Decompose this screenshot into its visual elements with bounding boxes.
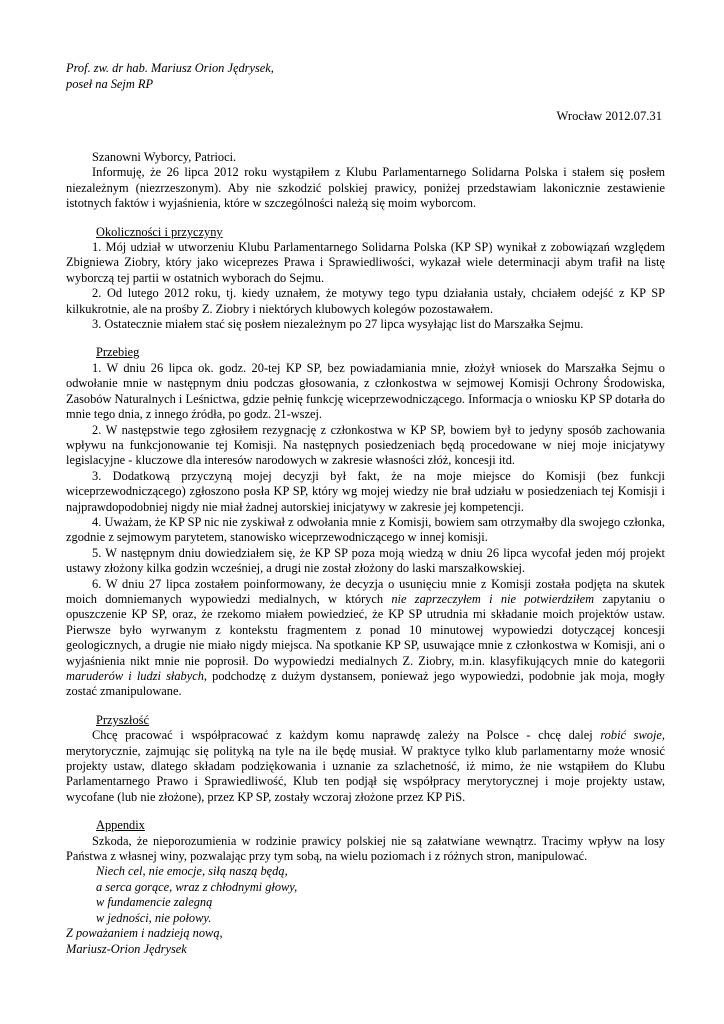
- intro-paragraph: Informuję, że 26 lipca 2012 roku wystąpiłem z Klubu Parlamentarnego Solidarna Polska i stałem się posłem niezależnym (niezrzeszonym). Aby nie szkodzić polskiej prawicy, poniżej przedstawiam lakonicznie zestawienie istotnych faktów i wyjaśnienia, które w szczególności należą się moim wyborcom.: [66, 165, 665, 211]
- italic-text: robić swoje: [600, 728, 662, 743]
- section-heading-appendix: Appendix: [96, 818, 145, 833]
- text-run: Chcę pracować i współpracować z każdym komu naprawdę zależy na Polsce - chcę dalej: [92, 728, 601, 743]
- signature-name: Mariusz-Orion Jędrysek: [66, 941, 187, 956]
- paragraph: [66, 577, 665, 700]
- poem-line: a serca gorące, wraz z chłodnymi głowy,: [96, 879, 298, 894]
- author-name: Prof. zw. dr hab. Mariusz Orion Jędrysek,: [66, 61, 274, 75]
- letter-header: [66, 60, 274, 92]
- paragraph: 1. Mój udział w utworzeniu Klubu Parlamentarnego Solidarna Polska (KP SP) wynikał z zobowiązań względem Zbigniewa Ziobry, który jako wiceprezes Prawa i Sprawiedliwości, wykazał wiele determinacji abym trafił na listę wyborczą tej partii w ostatnich wyborach do Sejmu.: [66, 240, 665, 285]
- paragraph: 3. Dodatkową przyczyną mojej decyzji był fakt, że na moje miejsce do Komisji (bez funkcji wiceprzewodniczącego) zgłoszono posła KP SP, który wg mojej wiedzy nie brał udziału w posiedzeniach tej Komisji i najprawdopodobniej nigdy nie miał żadnej autorskiej inicjatywy w zakresie jej kompetencji.: [66, 468, 665, 514]
- paragraph: 3. Ostatecznie miałem stać się posłem niezależnym po 27 lipca wysyłając list do Marszałka Sejmu.: [92, 317, 584, 332]
- italic-text: maruderów i ludzi słabych: [66, 669, 204, 683]
- paragraph: 2. W następstwie tego zgłosiłem rezygnację z członkostwa w KP SP, bowiem był to jedyny sposób zachowania wpływu na funkcjonowanie tej Komisji. Na następnych posiedzeniach będą procedowane w niej moje inicjatywy legislacyjne - kluczowe dla interesów narodowych w zakresie własności złóż, koncesji itd.: [66, 422, 665, 468]
- paragraph: 2. Od lutego 2012 roku, tj. kiedy uznałem, że motywy tego typu działania ustały, chciałem odejść z KP SP kilkukrotnie, ale na prośby Z. Ziobry i niektórych klubowych kolegów pozostawałem.: [66, 286, 665, 316]
- greeting: Szanowni Wyborcy, Patrioci.: [92, 150, 237, 164]
- paragraph: 4. Uważam, że KP SP nic nie zyskiwał z odwołania mnie z Komisji, bowiem sam otrzymałby dla swojego członka, zgodnie z sejmowym parytetem, stanowisko wiceprzewodniczącego w innej komisji.: [66, 514, 665, 545]
- text-run: , podchodzę z dużym dystansem, ponieważ jego wypowiedzi, podobnie jak moja, mogły zostać zmanipulowane.: [66, 669, 665, 699]
- date-line: Wrocław 2012.07.31: [556, 109, 662, 123]
- poem-line: Niech cel, nie emocje, siłą naszą będą,: [96, 864, 288, 879]
- paragraph: Szkoda, że nieporozumienia w rodzinie prawicy polskiej nie są załatwiane wewnątrz. Tracimy wpływ na losy Państwa z własnej winy, pozwalając przy tym sobą, na wielu poziomach i z różnych stron, manipulować.: [66, 833, 665, 864]
- italic-text: nie zaprzeczyłem i nie potwierdziłem: [391, 591, 595, 606]
- signature-closing: Z poważaniem i nadzieją nową,: [66, 926, 223, 941]
- text-run: 6. W dniu 27 lipca zostałem poinformowany, że decyzja o usunięciu mnie z Komisji została podjęta na skutek moich domniemanych wypowiedzi medialnych, w których: [66, 576, 665, 606]
- letter-body: [66, 150, 665, 957]
- poem-line: w fundamencie zalegną: [96, 895, 213, 910]
- paragraph: [66, 728, 665, 805]
- text-run: zapytaniu o opuszczenie KP SP, oraz, że rzekomo miałem powiedzieć, że KP SP utrudnia mi składanie moich projektów ustaw. Pierwsze było wyrwanym z kontekstu fragmentem z ponad 10 minutowej wypowiedzi dotyczącej koncesji geologicznych, a drugie nie miało nigdy miejsca. Na spotkanie KP SP, usuwające mnie z członkostwa w Komisji, ani o wyjaśnienia nikt mnie nie poprosił. Do wypowiedzi medialnych Z. Ziobry, m.in. klasyfikujących mnie do kategorii: [66, 591, 665, 668]
- text-run: , merytorycznie, zajmując się polityką na tyle na ile będę musiał. W praktyce tylko klub parlamentarny może wnosić projekty ustaw, dlatego składam podziękowania i uznanie za szlachetność, iż mimo, że nie wstąpiłem do Klubu Parlamentarnego Prawo i Sprawiedliwość, Klub ten podjął się współpracy merytorycznej i moje projekty ustaw, wycofane (lub nie złożone), przez KP SP, zostały wczoraj złożone przez KP PiS.: [66, 728, 665, 804]
- section-heading-circumstances: Okoliczności i przyczyny: [96, 224, 223, 239]
- paragraph: 5. W następnym dniu dowiedziałem się, że KP SP poza moją wiedzą w dniu 26 lipca wycofał jeden mój projekt ustawy złożony kilka godzin wcześniej, a drugi nie został złożony do laski marszałkowskiej.: [66, 545, 665, 576]
- paragraph: 1. W dniu 26 lipca ok. godz. 20-tej KP SP, bez powiadamiania mnie, złożył wniosek do Marszałka Sejmu o odwołanie mnie w następnym dniu podczas głosowania, z członkostwa w sejmowej Komisji Ochrony Środowiska, Zasobów Naturalnych i Leśnictwa, gdzie pełnię funkcję wiceprzewodniczącego. Informacja o wniosku KP SP dotarła do mnie tego dnia, z innego źródła, po godz. 21-wszej.: [66, 360, 665, 422]
- author-role: poseł na Sejm RP: [66, 77, 154, 91]
- section-heading-course: Przebieg: [96, 345, 140, 360]
- section-heading-future: Przyszłość: [96, 712, 149, 727]
- poem-line: w jedności, nie połowy.: [96, 910, 212, 925]
